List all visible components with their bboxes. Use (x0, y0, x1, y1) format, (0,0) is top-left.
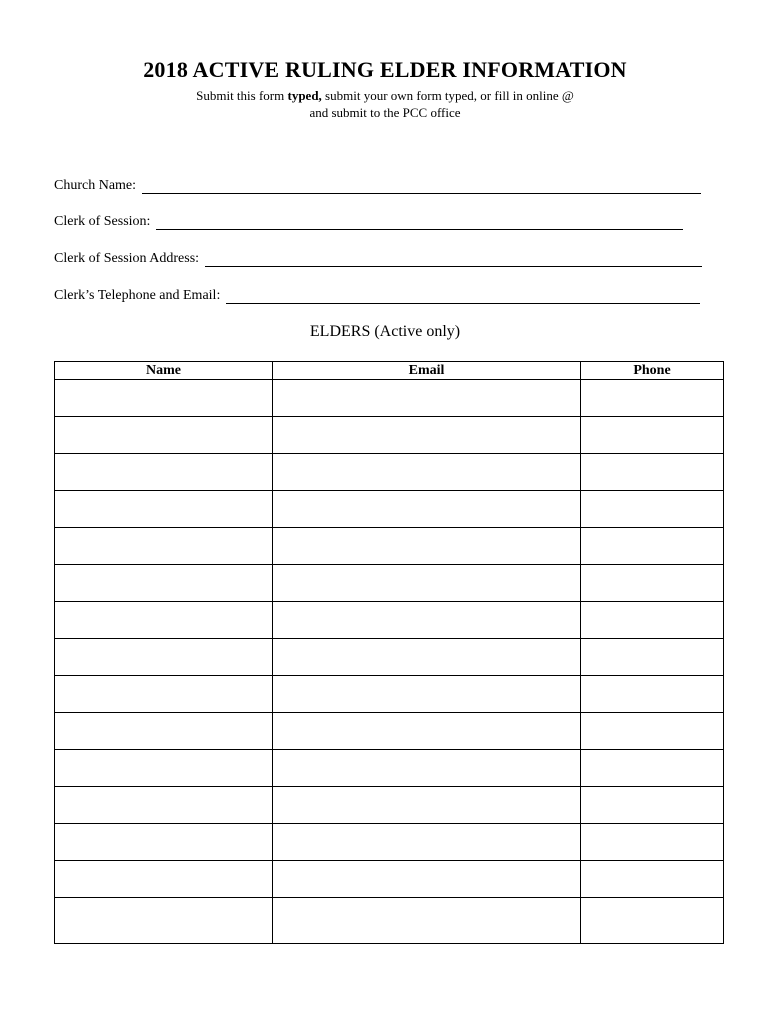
table-row (55, 565, 724, 602)
email-cell[interactable] (273, 713, 581, 750)
table-row (55, 417, 724, 454)
clerk-input-line[interactable] (156, 215, 683, 230)
email-cell[interactable] (273, 898, 581, 944)
name-cell[interactable] (55, 861, 273, 898)
subtitle-line-2: and submit to the PCC office (309, 105, 461, 120)
column-header-phone: Phone (581, 362, 724, 380)
clerk-field (54, 212, 683, 230)
elders-heading: ELDERS (Active only) (309, 323, 461, 340)
phone-cell[interactable] (581, 602, 724, 639)
email-cell[interactable] (273, 787, 581, 824)
email-cell[interactable] (273, 676, 581, 713)
email-cell[interactable] (273, 528, 581, 565)
phone-cell[interactable] (581, 787, 724, 824)
name-cell[interactable] (55, 750, 273, 787)
subtitle-line-1 (0, 87, 770, 104)
clerk-address-input-line[interactable] (205, 252, 702, 267)
subtitle-typed-emphasis: typed, (287, 88, 322, 103)
phone-cell[interactable] (581, 750, 724, 787)
clerk-contact-field (54, 286, 700, 304)
phone-cell[interactable] (581, 639, 724, 676)
name-cell[interactable] (55, 824, 273, 861)
phone-cell[interactable] (581, 565, 724, 602)
name-cell[interactable] (55, 454, 273, 491)
clerk-address-field (54, 249, 702, 267)
table-row (55, 787, 724, 824)
phone-cell[interactable] (581, 713, 724, 750)
name-cell[interactable] (55, 898, 273, 944)
phone-cell[interactable] (581, 861, 724, 898)
name-cell[interactable] (55, 491, 273, 528)
phone-cell[interactable] (581, 417, 724, 454)
church-name-label: Church Name: (54, 178, 137, 193)
table-row (55, 602, 724, 639)
clerk-address-label: Clerk of Session Address: (54, 251, 200, 266)
name-cell[interactable] (55, 417, 273, 454)
table-row (55, 380, 724, 417)
phone-cell[interactable] (581, 454, 724, 491)
name-cell[interactable] (55, 713, 273, 750)
table-row (55, 824, 724, 861)
subtitle-prefix: Submit this form (196, 88, 288, 103)
phone-cell[interactable] (581, 528, 724, 565)
table-row (55, 676, 724, 713)
table-row (55, 861, 724, 898)
table-row (55, 491, 724, 528)
phone-cell[interactable] (581, 676, 724, 713)
email-cell[interactable] (273, 639, 581, 676)
clerk-label: Clerk of Session: (54, 214, 151, 229)
name-cell[interactable] (55, 565, 273, 602)
subtitle-suffix: submit your own form typed, or fill in online @ (321, 88, 574, 103)
table-row (55, 713, 724, 750)
name-cell[interactable] (55, 380, 273, 417)
email-cell[interactable] (273, 380, 581, 417)
phone-cell[interactable] (581, 380, 724, 417)
email-cell[interactable] (273, 750, 581, 787)
email-cell[interactable] (273, 824, 581, 861)
table-row (55, 639, 724, 676)
name-cell[interactable] (55, 528, 273, 565)
church-name-field (54, 176, 701, 194)
email-cell[interactable] (273, 602, 581, 639)
form-subtitle (0, 87, 770, 121)
phone-cell[interactable] (581, 491, 724, 528)
church-name-input-line[interactable] (142, 179, 701, 194)
table-row (55, 898, 724, 944)
name-cell[interactable] (55, 602, 273, 639)
name-cell[interactable] (55, 639, 273, 676)
form-title: 2018 ACTIVE RULING ELDER INFORMATION (143, 57, 627, 82)
clerk-contact-input-line[interactable] (226, 289, 700, 304)
table-row (55, 528, 724, 565)
column-header-name: Name (55, 362, 273, 380)
table-row (55, 454, 724, 491)
email-cell[interactable] (273, 491, 581, 528)
elders-header-row (55, 362, 724, 380)
clerk-contact-label: Clerk’s Telephone and Email: (54, 288, 221, 303)
name-cell[interactable] (55, 787, 273, 824)
name-cell[interactable] (55, 676, 273, 713)
table-row (55, 750, 724, 787)
email-cell[interactable] (273, 861, 581, 898)
email-cell[interactable] (273, 454, 581, 491)
column-header-email: Email (273, 362, 581, 380)
phone-cell[interactable] (581, 824, 724, 861)
elders-table (54, 361, 724, 944)
phone-cell[interactable] (581, 898, 724, 944)
email-cell[interactable] (273, 565, 581, 602)
email-cell[interactable] (273, 417, 581, 454)
